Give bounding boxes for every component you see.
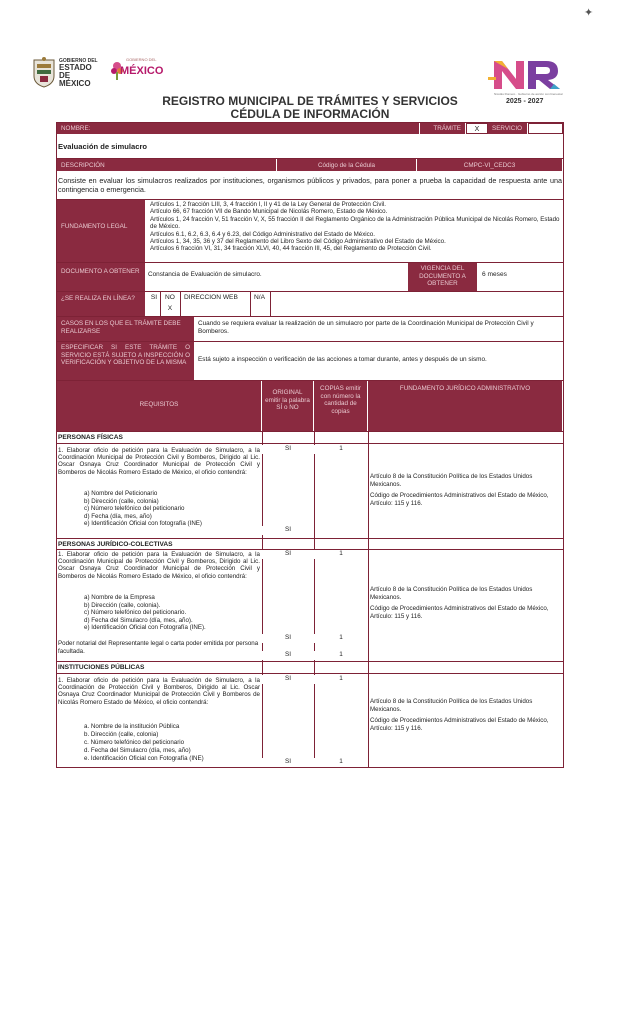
list-item [84, 594, 260, 602]
list-item-text: Dirección (calle, colonia) [91, 497, 159, 505]
copias-value: 1 [314, 651, 368, 660]
casos-value: Cuando se requiera evaluar la realización de un simulacro por parte de la Coordinación Municipal de Protección Civil y Bomberos. [198, 320, 560, 340]
list-item [84, 617, 260, 625]
list-item-marker: d. [84, 747, 90, 754]
list-item [84, 505, 260, 513]
descripcion-text: Consiste en evaluar los simulacros realizados por instituciones, organismos públicos y privados, para poner a prueba la capacidad de respuesta ante una contingencia o emergencia. [58, 176, 562, 198]
fundamento-juridico: Artículo 8 de la Constitución Política de los Estados Unidos Mexicanos. [370, 698, 560, 716]
original-value: SI [262, 550, 314, 559]
section-intro-num: 1. [58, 551, 64, 558]
nr-logo [488, 55, 568, 115]
section-intro-num: 1. [58, 677, 64, 684]
list-item-text: Fecha del Simulacro (día, mes, año). [91, 616, 193, 624]
list-item-marker: e. [84, 755, 90, 762]
original-header: ORIGINAL emitir la palabra SÍ o NO [262, 381, 314, 431]
edomex-shield-icon [32, 56, 56, 88]
mexico-logo-small: GOBIERNO DEL [126, 57, 157, 62]
list-item-text: Nombre de la Empresa [91, 594, 155, 601]
edomex-line1: GOBIERNO DEL [59, 58, 98, 64]
edomex-logo-text [59, 58, 102, 88]
section-intro-text: Elaborar oficio de petición para la Evaluación de Simulacro, a la Coordinación Municipal de Protección Civil y Bomberos, Dirigido al Lic. Oscar Osnaya Cruz Coordinador Municipal de Protección Civil y Bomberos de Nicolás Romero Estado de México, el oficio contendrá: [58, 447, 260, 476]
fundamento-line: Artículos 1, 24 fracción V, 51 fracción V, X, 55 fracción II del Reglamento Orgánico de la Administración Pública Municipal de Nicolás Romero, Estado de México. [150, 215, 560, 231]
edomex-logo [32, 56, 102, 90]
section-items [70, 723, 260, 765]
divider [270, 292, 271, 316]
fundamento-label: FUNDAMENTO LEGAL [57, 200, 146, 262]
section-intro-num: 1. [58, 447, 64, 454]
list-item-marker: c) [84, 505, 90, 513]
especificar-label: ESPECIFICAR SI ESTE TRÁMITE O SERVICIO ESTÁ SUJETO A INSPECCIÓN O VERIFICACIÓN Y OBJETIVO DE LA MISMA [57, 342, 195, 380]
mexico-logo [110, 56, 180, 90]
list-item [84, 739, 260, 747]
copias-value: 1 [314, 675, 368, 684]
section-items [70, 594, 260, 634]
document-subtitle: CÉDULA DE INFORMACIÓN [230, 107, 390, 121]
mexico-logo-word: MÉXICO [120, 65, 164, 77]
nr-logo-subtitle: Nicolás Romero · Gobierno de acción con bienestar [494, 92, 563, 96]
list-item [84, 624, 260, 632]
list-item-marker: c) [84, 609, 90, 617]
nr-logo-years: 2025 - 2027 [506, 98, 544, 105]
fundamento-line: Artículo 66, 67 fracción VII de Bando Municipal de Nicolás Romero, Estado de México. [150, 208, 388, 216]
list-item-marker: e) [84, 624, 90, 632]
en-linea-no-mark: X [161, 305, 179, 314]
document-title: REGISTRO MUNICIPAL DE TRÁMITES Y SERVICIOS [162, 94, 458, 108]
list-item-text: Identificación Oficial con Fotografía (INE) [90, 755, 204, 762]
list-item-marker: e) [84, 520, 90, 528]
original-value: SI [262, 675, 314, 684]
list-item-marker: a. [84, 723, 90, 730]
fundamento-line: Artículos 1, 2 fracción LIII, 3, 4 fracción I, II y 41 de la Ley General de Protección Civil. [150, 201, 386, 208]
divider [368, 431, 369, 768]
nr-logo-letters-icon [488, 55, 568, 93]
section-intro [58, 677, 260, 719]
list-item [84, 520, 260, 528]
list-item [84, 490, 260, 498]
especificar-value: Está sujeto a inspección o verificación de las acciones a tomar durante, antes y después de un sismo. [198, 356, 560, 366]
list-item-text: Nombre del Peticionario [91, 490, 158, 497]
fundamento-line: Artículos 6.1, 6.2, 6.3, 6.4 y 6.23, del Código Administrativo del Estado de México. [150, 230, 375, 238]
edomex-line2: ESTADO DE [59, 63, 92, 80]
divider [56, 431, 564, 432]
list-item-text: Dirección (calle, colonia). [91, 601, 161, 609]
servicio-label: SERVICIO [488, 123, 528, 134]
codigo-label: Código de la Cédula [277, 159, 417, 171]
copias-header: COPIAS emitir con número la cantidad de copias [314, 381, 368, 431]
fundamento-juridico: Artículo 8 de la Constitución Política de los Estados Unidos Mexicanos. [370, 586, 560, 604]
tramite-mark: X [466, 123, 488, 134]
original-value: SI [262, 445, 314, 454]
list-item [84, 602, 260, 610]
documento-label: DOCUMENTO A OBTENER [57, 263, 146, 291]
divider [262, 431, 263, 768]
fundamento-juridico: Artículo 8 de la Constitución Política de los Estados Unidos Mexicanos. [370, 473, 560, 491]
divider [250, 292, 251, 316]
section-items [70, 490, 260, 530]
section-title: INSTITUCIONES PÚBLICAS [58, 664, 145, 671]
list-item-marker: d) [84, 616, 90, 624]
original-value: SI [262, 526, 314, 535]
list-item-marker: a) [84, 594, 90, 601]
vigencia-value: 6 meses [482, 271, 558, 283]
list-item-text: Identificación Oficial con fotografía (INE) [91, 520, 202, 528]
codigo-value: CMPC-VI_CEDC3 [417, 159, 563, 171]
direccion-web-label: DIRECCIÓN WEB [184, 294, 250, 303]
tramite-label: TRÁMITE [420, 123, 466, 134]
servicio-mark [528, 123, 563, 134]
list-item [84, 723, 260, 731]
fundamento-juridico: Código de Procedimientos Administrativos del Estado de México, Artículo: 115 y 116. [370, 717, 560, 735]
fundamento-line: Artículos 1, 34, 35, 36 y 37 del Reglamento del Libro Sexto del Código Administrativo del Estado de México. [150, 238, 446, 246]
original-value: SI [262, 634, 314, 643]
fundamento-list [148, 200, 562, 262]
descripcion-label: DESCRIPCIÓN [57, 159, 277, 171]
list-item [84, 609, 260, 617]
vigencia-label: VIGENCIA DEL DOCUMENTO A OBTENER [408, 263, 478, 291]
list-item-text: Nombre de la institución Pública [90, 723, 180, 730]
list-item-marker: b) [84, 497, 90, 505]
en-linea-label: ¿SE REALIZA EN LÍNEA? [57, 292, 146, 316]
section-title: PERSONAS JURÍDICO-COLECTIVAS [58, 541, 173, 548]
list-item-text: Dirección (calle, colonia) [90, 731, 159, 738]
list-item-text: Fecha del Simulacro (día, mes, año) [90, 747, 191, 754]
list-item-text: Número telefónico del peticionario [90, 739, 185, 746]
list-item [84, 747, 260, 755]
divider [56, 673, 564, 674]
list-item [84, 498, 260, 506]
corner-mark: ✦ [584, 7, 594, 19]
divider [56, 443, 564, 444]
fundamento-juridico: Código de Procedimientos Administrativos del Estado de México, Artículo: 115 y 116. [370, 605, 560, 623]
copias-value: 1 [314, 634, 368, 643]
list-item-text: Número telefónico del peticionario [90, 505, 185, 513]
list-item [84, 513, 260, 521]
original-value: SI [262, 758, 314, 767]
list-item-text: Identificación Oficial con Fotografía (INE). [91, 624, 206, 632]
section-intro-text: Elaborar oficio de petición para la Evaluación de Simulacro, a la Coordinación de Protección Civil y Bomberos, Dirigido al Lic. Oscar Osnaya Cruz Coordinador Municipal de Protección Civil y Bomberos de Nicolás Romero Estado de México, el oficio contendrá: [58, 677, 260, 706]
divider [56, 538, 564, 539]
list-item-text: Fecha (día, mes, año) [91, 512, 152, 520]
list-item-marker: b) [84, 601, 90, 609]
documento-value: Constancia de Evaluación de simulacro. [148, 271, 408, 283]
fundamento-juridico: Código de Procedimientos Administrativos del Estado de México, Artículo: 115 y 116. [370, 492, 560, 510]
list-item [84, 731, 260, 739]
en-linea-si: SI [148, 294, 160, 303]
requisitos-header: REQUISITOS [57, 381, 262, 431]
list-item-marker: b. [84, 731, 90, 738]
copias-value: 1 [314, 758, 368, 767]
edomex-line3: MÉXICO [59, 79, 91, 88]
casos-label: CASOS EN LOS QUE EL TRÁMITE DEBE REALIZARSE [57, 317, 195, 341]
list-item-marker: c. [84, 739, 89, 746]
list-item [84, 755, 260, 763]
fundamento-juridico-header: FUNDAMENTO JURÍDICO ADMINISTRATIVO [368, 381, 563, 431]
list-item-marker: a) [84, 490, 90, 497]
section-intro [58, 447, 260, 489]
list-item-text: Número telefónico del peticionario. [90, 609, 187, 617]
en-linea-no: NO [161, 294, 179, 303]
divider [56, 661, 564, 662]
section-extra-requirement: Poder notarial del Representante legal o carta poder emitida por persona facultada. [58, 640, 260, 658]
section-title: PERSONAS FÍSICAS [58, 434, 123, 441]
copias-value: 1 [314, 550, 368, 559]
divider [180, 292, 181, 316]
nombre-label: NOMBRE: [57, 123, 420, 134]
divider [314, 431, 315, 768]
original-value: SI [262, 651, 314, 660]
copias-value: 1 [314, 445, 368, 454]
list-item-marker: d) [84, 512, 90, 520]
direccion-web-value: N/A [254, 294, 294, 303]
section-intro [58, 551, 260, 593]
fundamento-line: Artículos 6 fracción VI, 31, 34 fracción XLVI, 40, 44 fracción III, 45, del Reglamento de Protección Civil. [150, 245, 432, 253]
procedure-name: Evaluación de simulacro [58, 143, 358, 155]
section-intro-text: Elaborar oficio de petición para la Evaluación de Simulacro, a la Coordinación Municipal de Protección Civil y Bomberos, Dirigido al Lic. Oscar Osnaya Cruz Coordinador Municipal de Protección Civil y Bomberos de Nicolás Romero Estado de México, el oficio contendrá: [58, 551, 260, 580]
